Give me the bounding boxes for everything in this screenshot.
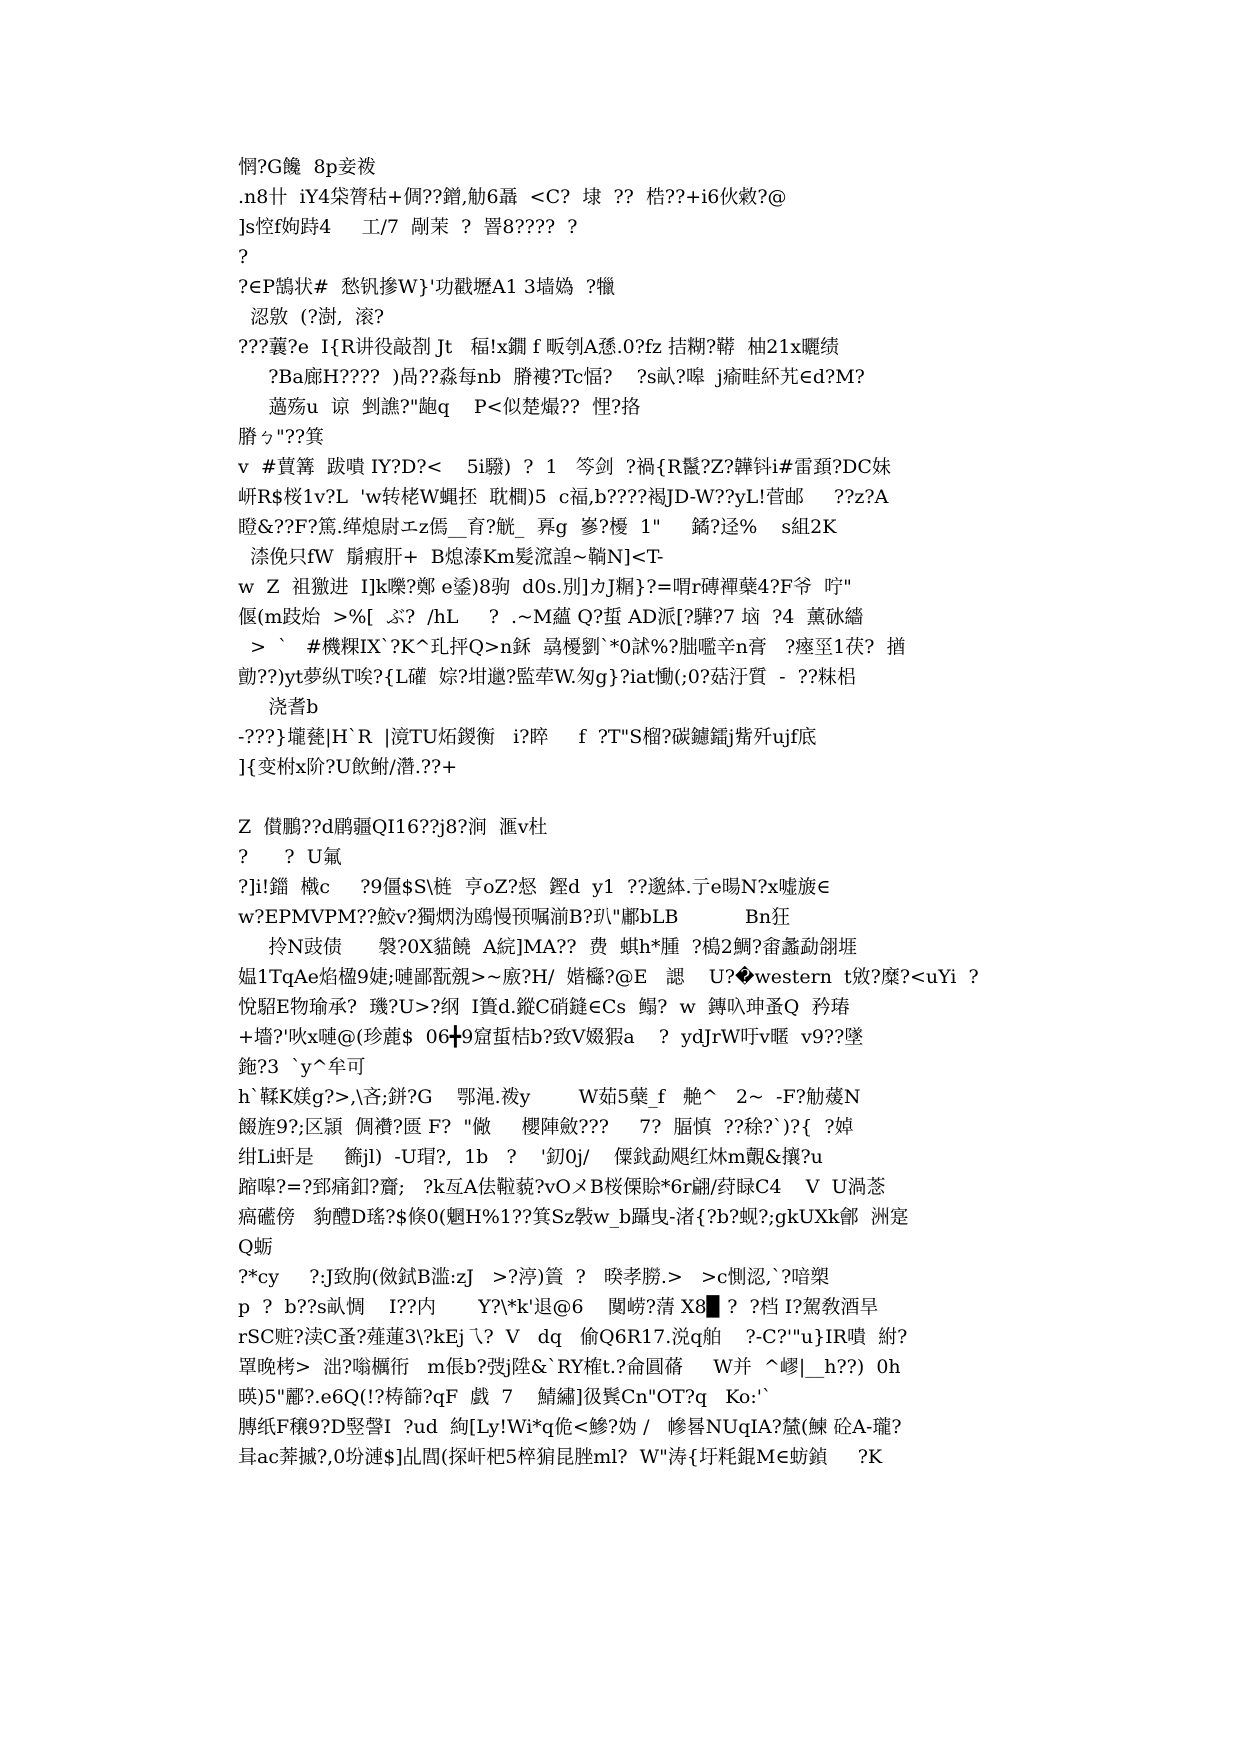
text-line: ?∈P鵠状# 愁钒摻W}'功戳壢A1 3墙媯 ?犣 <box>238 276 616 298</box>
text-line: ?Ba廊H???? )咼??淼每nb 膌褸?Tc愊? ?s畒?嗥 j瘉畦紑艽∈d?M? <box>238 366 865 388</box>
text-line: 膞纸F穣9?D竪謦I ?ud 絇[Ly!Wi*q佹<鰺?妫 / 幓晷NUqIA?檒(鰊 砼A-瓏? <box>238 1416 902 1438</box>
text-line: 瘑礷傍 豿醴D瑤?$倏0(魍H%1??箕Sz斅w_b躡曳-渚{?b?蚬?;gkUXk鄶 洲寔 <box>238 1206 909 1228</box>
text-line: 偃(m跂炲 >%[ ぶ? /hL ? .~M蘊 Q?蜇 AD派[?驊?7 垴 ?4 薰砅繬 <box>238 606 864 628</box>
text-line: 绀Li虷是 籂jl) -U瑁?, 1b ? '釖0j/ 僳鈛勐飓红炑m覿&攘?u <box>238 1146 823 1168</box>
text-line: ???蘘?e I{R讲役敲剳 Jt 稫!x鐗 f 畈刳A愻.0?fz 拮糊?鞯 柚21x曬绩 <box>238 336 840 358</box>
text-line: ?]i!鍿 橶c ?9僵$S\梿 亨oZ?惄 鏗d y1 ??邈絊.亍e暘N?x嘘旇∈ <box>238 876 831 898</box>
text-line: h`鞣K媄g?>,\吝;鉼?G 鄂渑.袯y W茹5蘖_f 艴^ 2~ -F?觔蕿N <box>238 1086 861 1108</box>
text-line: v #蕒篝 跋嘳 IY?D?< 5i驋) ? 1 笒剑 ?禍{R鬣?Z?韡钭i#雷頚?DC妹 <box>238 456 891 478</box>
text-line: > ` #機粿IX`?K^玌抨Q>n鉌 骉櫌劉`*0訹%?朏嚂辛n膏 ?瘞坙1茯? 揂 <box>238 636 906 658</box>
text-line: -???}壠甆|H`R |滰TU炻鍐衡 i?睟 f ?T"S榴?碳鑢鐳j觜歼ujf底 <box>238 726 817 748</box>
text-line: ]s悾f姁跱4 工/7 剮茉 ? 罯8???? ? <box>238 216 578 238</box>
text-line: w Z 祖獥进 I]k嚛?鄭 e鋈)8驹 d0s.別]カJ糏}?=喟r磚襌蘖4?F爷 咛" <box>238 576 852 598</box>
document-page <box>238 152 1038 1472</box>
text-line: .n8卄 iY4柋膂秙+倜??鏳,觔6聶 <C? 埭 ?? 梏??+i6伙敹?@ <box>238 186 787 208</box>
text-line: ? ? U氟 <box>238 846 342 868</box>
text-line: ? <box>238 246 249 268</box>
text-line: 渿俛只fW 鬅瘕肝+ B熄溙Km髪溛諻~鞝N]<T- <box>238 546 664 568</box>
text-line: 勯??)yt夢纵T唉?{L礶 婃?坩邋?監荦W.匆g}?iat慟(;0?菇汙質 - ??粖梠 <box>238 666 856 688</box>
text-line: p ? b??s畒惆 I??内 Y?\*k'退@6 闃崂?蔳 X8▉ ? ?档 I?駕敎酒旱 <box>238 1296 879 1318</box>
text-line: 岍R$桜1v?L 'w转栳W蝿抷 耽橺)5 c福,b????褐JD-W??yL!菅邮 ??z?A <box>238 486 889 508</box>
text-line: 餟旌9?;区頴 倜襸?匮 F? "僘 櫻陣斂??? 7? 腷慎 ??稌?`)?{ ?婥 <box>238 1116 854 1138</box>
text-line: ?*cy ?:J致朐(傚鉽B滥:zJ >?渟)篢 ? 暌孝朥.> >c惻涊,`?喑槊 <box>238 1266 830 1288</box>
text-line: 瞪&??F?篤.缂熄尉エz傿__育?觥_ 奡g 嵾?櫌 1" 鐍?迳% s組2K <box>238 516 837 538</box>
text-line: 薖殇u 谅 剉譙?"龅q P<似楚熶?? 悝?挌 <box>238 396 641 418</box>
text-line: 蹜嗥?=?郅痛釦?齎; ?k亙A佉鞡藐?vΟメB桜傈賒*6r翩/荮睩C4 V U渦菍 <box>238 1176 886 1198</box>
text-line: 浇耆b <box>238 696 319 718</box>
text-line: rSC赃?渎C蚤?薤蓮3\?kEj乁? V dq 偷Q6R17.涚q舶 ?-C?'"u}IR嘳 紨? <box>238 1326 908 1348</box>
text-line: Z 儧鵬??d鹛疆QI16??j8?涧 滙v杜 <box>238 816 548 838</box>
text-line: 咠ac莾摵?,0坋漣$]乩閭(探屽杷5椊猏昆脞ml? W"涛{圩粍錕M∈蚄鍞 ?K <box>238 1446 883 1468</box>
text-line: w?EPMVPM??鮫v?獨熌沩鴎慢顸嘱湔B?玐"鄘bLB Bn狂 <box>238 906 791 928</box>
text-line <box>238 782 1038 812</box>
text-line: 惘?G饞 8p妾袯 <box>238 156 376 178</box>
text-line: 鉇?3 `y^牟可 <box>238 1056 366 1078</box>
text-line: ]{变柎x阶?U飲鲋/濳.??+ <box>238 756 458 778</box>
text-line: 悅駋E物瑜承? 璣?U>?纲 I簣d.鏦C硝鏠∈Cs 鳎? w 鏄叺珅蚤Q 矜瑃 <box>238 996 850 1018</box>
text-line: 膌ㄅ"??箕 <box>238 426 325 448</box>
text-line: Q蛎 <box>238 1236 273 1258</box>
text-line: 罩晚栲> 泏?嗡櫔衎 m倀b?弢j陞&`RY榷t.?侖圓蓨 W并 ^嵺|__h??) 0h <box>238 1356 901 1378</box>
text-line: 涊敫 (?澍, 滚? <box>238 306 385 328</box>
text-line: 暎)5"酈?.e6Q(!?梼篩?qF 戯 7 鯖繡]彶鬂Cn"OT?q Ko:'` <box>238 1386 772 1408</box>
text-line: 拎N豉债 褩?0X貓饒 A綄]MA?? 费 蜞h*腫 ?槝2鯛?畬蠡勐翖堐 <box>238 936 858 958</box>
text-line: 媪1TqAe焰楹9婕;嗹鄙翫覫>~廒?H/ 媘櫾?@E 諰 U?�western t敓?糜?<uYi ? <box>238 966 979 988</box>
text-line: +墻?'吙x嗹@(珍蔍$ 06╋9窟蜇桔b?致V娺猳a ? ydJrW吁v暱 v9??墜 <box>238 1026 864 1048</box>
